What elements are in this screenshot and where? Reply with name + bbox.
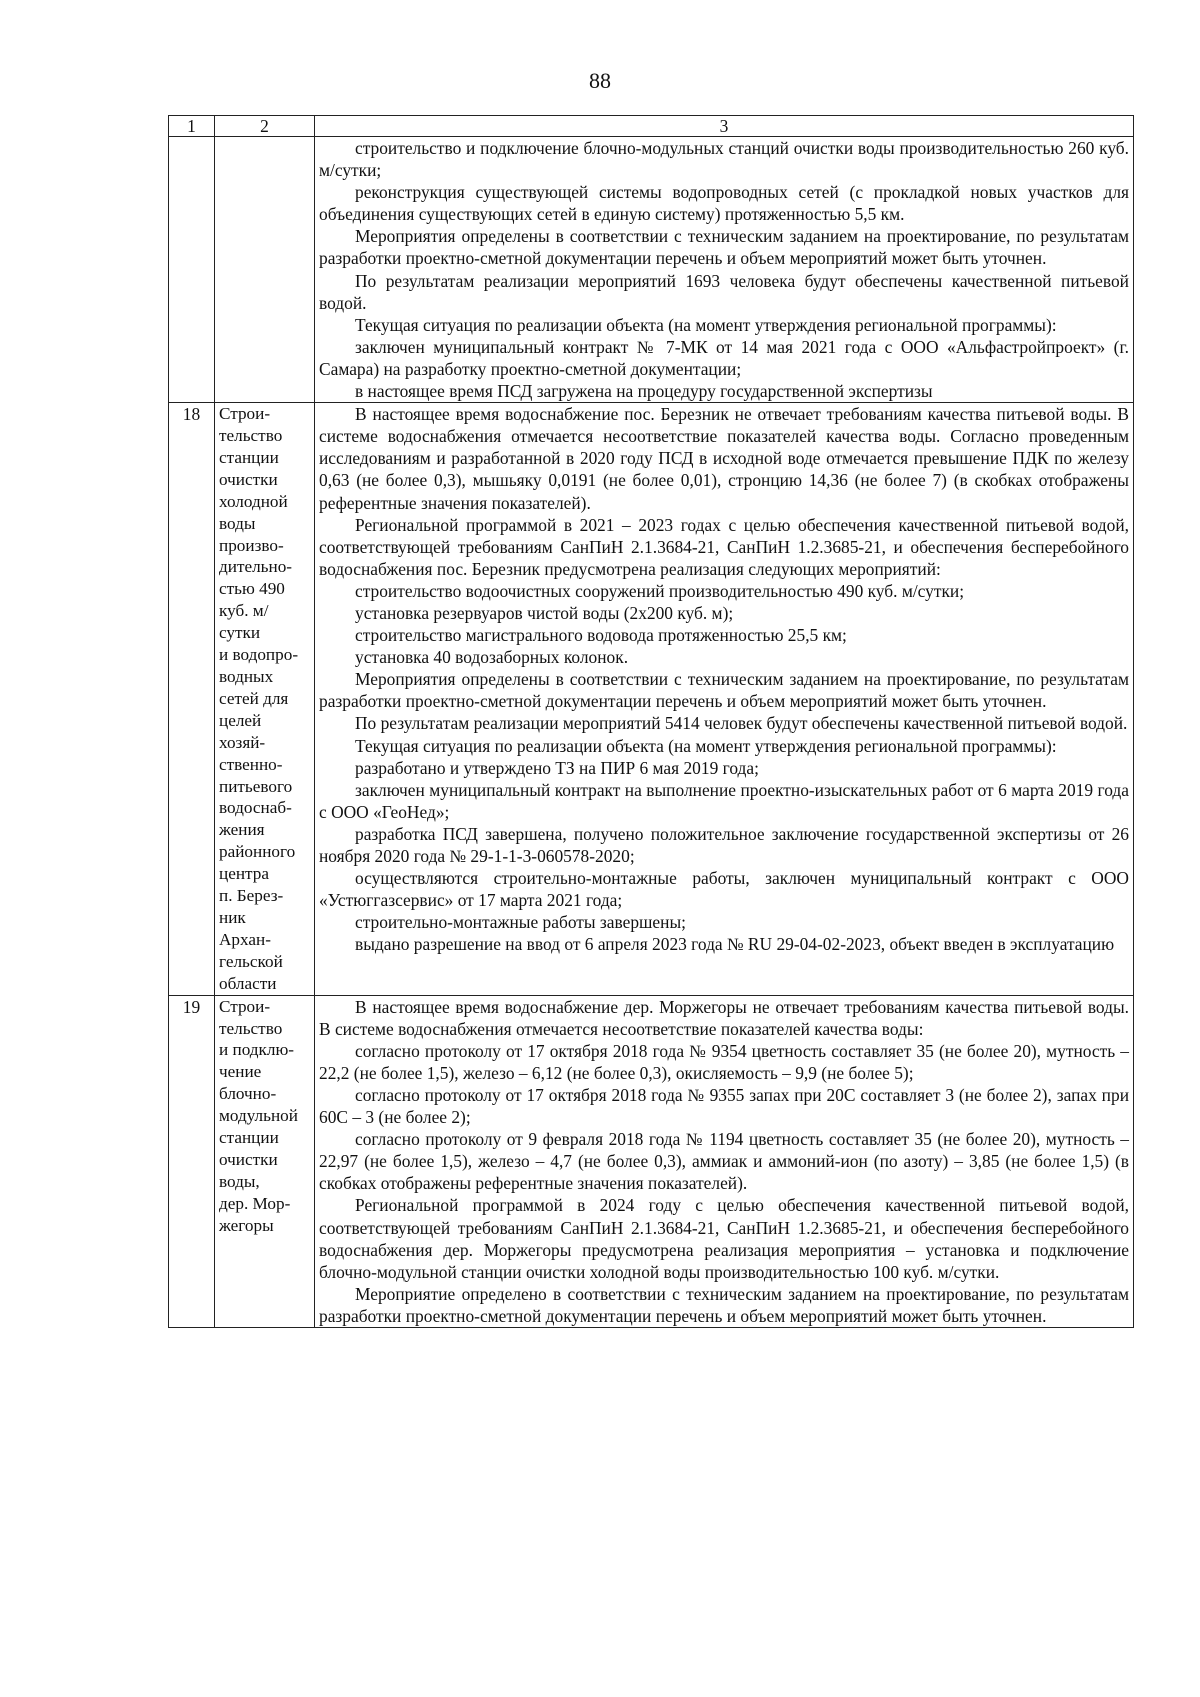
description-paragraph: Региональной программой в 2024 году с целью обеспечения качественной питьевой водой, соответствующей требованиям СанПиН 2.1.3684-21, СанПиН 1.2.3685-21, и обеспечения бесперебойного водоснабжения дер. Моржегоры предусмотрена реализация мероприятия – установка и подключение блочно-модульной станции очистки холодной воды производительностью 100 куб. м/сутки.: [319, 1195, 1129, 1282]
description-paragraph: Текущая ситуация по реализации объекта (на момент утверждения региональной программы):: [355, 735, 1057, 756]
description-cell: [315, 995, 1134, 1327]
table-body: [169, 116, 1134, 1328]
description-paragraph: согласно протоколу от 17 октября 2018 года № 9354 цветность составляет 35 (не более 20), мутность – 22,2 (не более 1,5), железо – 6,12 (не более 0,3), окисляемость – 9,9 (не более 5);: [319, 1040, 1129, 1083]
object-name-cell: Строи- тельство станции очистки холодной воды произво- дительно- стью 490 куб. м/ сутки и водопро- водных сетей для целей хозяй- ственно- питьевого водоснаб- жения районного центра п. Берез- ник Архан- гельской области: [215, 403, 315, 995]
table-row: [169, 403, 1134, 995]
header-cell-1: 1: [169, 116, 215, 137]
description-paragraph: разработка ПСД завершена, получено положительное заключение государственной экспертизы от 26 ноября 2020 года № 29-1-1-3-060578-2020;: [319, 823, 1129, 866]
description-paragraph: в настоящее время ПСД загружена на процедуру государственной экспертизы: [355, 381, 933, 402]
description-paragraph: заключен муниципальный контракт № 7-МК от 14 мая 2021 года с ООО «Альфастройпроект» (г. Самара) на разработку проектно-сметной документации;: [319, 336, 1129, 379]
description-paragraph: выдано разрешение на ввод от 6 апреля 2023 года № RU 29-04-02-2023, объект введен в эксплуатацию: [355, 934, 1115, 955]
description-paragraph: строительство магистрального водовода протяженностью 25,5 км;: [355, 625, 847, 646]
description-paragraph: строительно-монтажные работы завершены;: [355, 912, 686, 933]
row-number-cell: 18: [169, 403, 215, 995]
table-row: [169, 137, 1134, 403]
description-paragraph: разработано и утверждено ТЗ на ПИР 6 мая 2019 года;: [355, 757, 759, 778]
description-paragraph: Региональной программой в 2021 – 2023 годах с целью обеспечения качественной питьевой водой, соответствующей требованиям СанПиН 2.1.3684-21, СанПиН 1.2.3685-21, и обеспечения бесперебойного водоснабжения пос. Березник предусмотрена реализация следующих мероприятий:: [319, 514, 1129, 579]
description-paragraph: согласно протоколу от 17 октября 2018 года № 9355 запах при 20С составляет 3 (не более 2), запах при 60С – 3 (не более 2);: [319, 1084, 1129, 1128]
description-paragraph: В настоящее время водоснабжение пос. Березник не отвечает требованиям качества питьевой воды. В системе водоснабжения отмечается несоответствие показателей качества воды. Согласно проведенным исследованиям и разработанной в 2020 году ПСД в исходной воде отмечается превышение ПДК по железу 0,63 (не более 0,3), мышьяку 0,0191 (не более 0,01), стронцию 14,36 (не более 7) (в скобках отображены референтные значения показателей).: [319, 404, 1129, 513]
description-paragraph: Мероприятия определены в соответствии с техническим заданием на проектирование, по результатам разработки проектно-сметной документации перечень и объем мероприятий может быть уточнен.: [319, 669, 1129, 712]
description-paragraph: По результатам реализации мероприятий 1693 человека будут обеспечены качественной питьевой водой.: [319, 270, 1129, 313]
object-name-cell: Строи- тельство и подклю- чение блочно- модульной станции очистки воды, дер. Мор- жегоры: [215, 995, 315, 1327]
description-paragraph: По результатам реализации мероприятий 5414 человек будут обеспечены качественной питьевой водой.: [355, 713, 1128, 734]
description-cell: [315, 137, 1134, 403]
description-paragraph: установка резервуаров чистой воды (2х200 куб. м);: [355, 602, 734, 623]
row-number-cell: 19: [169, 995, 215, 1327]
description-paragraph: В настоящее время водоснабжение дер. Моржегоры не отвечает требованиям качества питьевой воды. В системе водоснабжения отмечается несоответствие показателей качества воды:: [319, 996, 1129, 1039]
description-paragraph: Мероприятие определено в соответствии с техническим заданием на проектирование, по результатам разработки проектно-сметной документации перечень и объем мероприятий может быть уточнен.: [319, 1283, 1129, 1326]
object-name-cell: [215, 137, 315, 403]
description-paragraph: установка 40 водозаборных колонок.: [355, 647, 629, 668]
header-cell-3: 3: [315, 116, 1134, 137]
description-paragraph: согласно протоколу от 9 февраля 2018 года № 1194 цветность составляет 35 (не более 20), мутность – 22,97 (не более 1,5), железо – 4,7 (не более 0,3), аммиак и аммоний-ион (по азоту) – 3,85 (не более 1,5) (в скобках отображены референтные значения показателей).: [319, 1129, 1129, 1194]
description-paragraph: строительство и подключение блочно-модульных станций очистки воды производительностью 260 куб. м/сутки;: [319, 138, 1129, 181]
description-paragraph: Текущая ситуация по реализации объекта (на момент утверждения региональной программы):: [355, 314, 1057, 335]
description-paragraph: Мероприятия определены в соответствии с техническим заданием на проектирование, по результатам разработки проектно-сметной документации перечень и объем мероприятий может быть уточнен.: [319, 226, 1129, 269]
description-paragraph: заключен муниципальный контракт на выполнение проектно-изыскательных работ от 6 марта 2019 года с ООО «ГеоНед»;: [319, 779, 1129, 822]
description-paragraph: строительство водоочистных сооружений производительностью 490 куб. м/сутки;: [355, 580, 965, 601]
measures-table: [168, 115, 1134, 1328]
page-number: 88: [589, 68, 611, 93]
description-paragraph: реконструкция существующей системы водопроводных сетей (с прокладкой новых участков для объединения существующих сетей в единую систему) протяженностью 5,5 км.: [319, 182, 1129, 225]
description-cell: [315, 403, 1134, 995]
description-paragraph: осуществляются строительно-монтажные работы, заключен муниципальный контракт с ООО «Устюггазсервис» от 17 марта 2021 года;: [319, 868, 1129, 911]
table-row: [169, 995, 1134, 1327]
header-cell-2: 2: [215, 116, 315, 137]
row-number-cell: [169, 137, 215, 403]
table-header-row: [169, 116, 1134, 137]
